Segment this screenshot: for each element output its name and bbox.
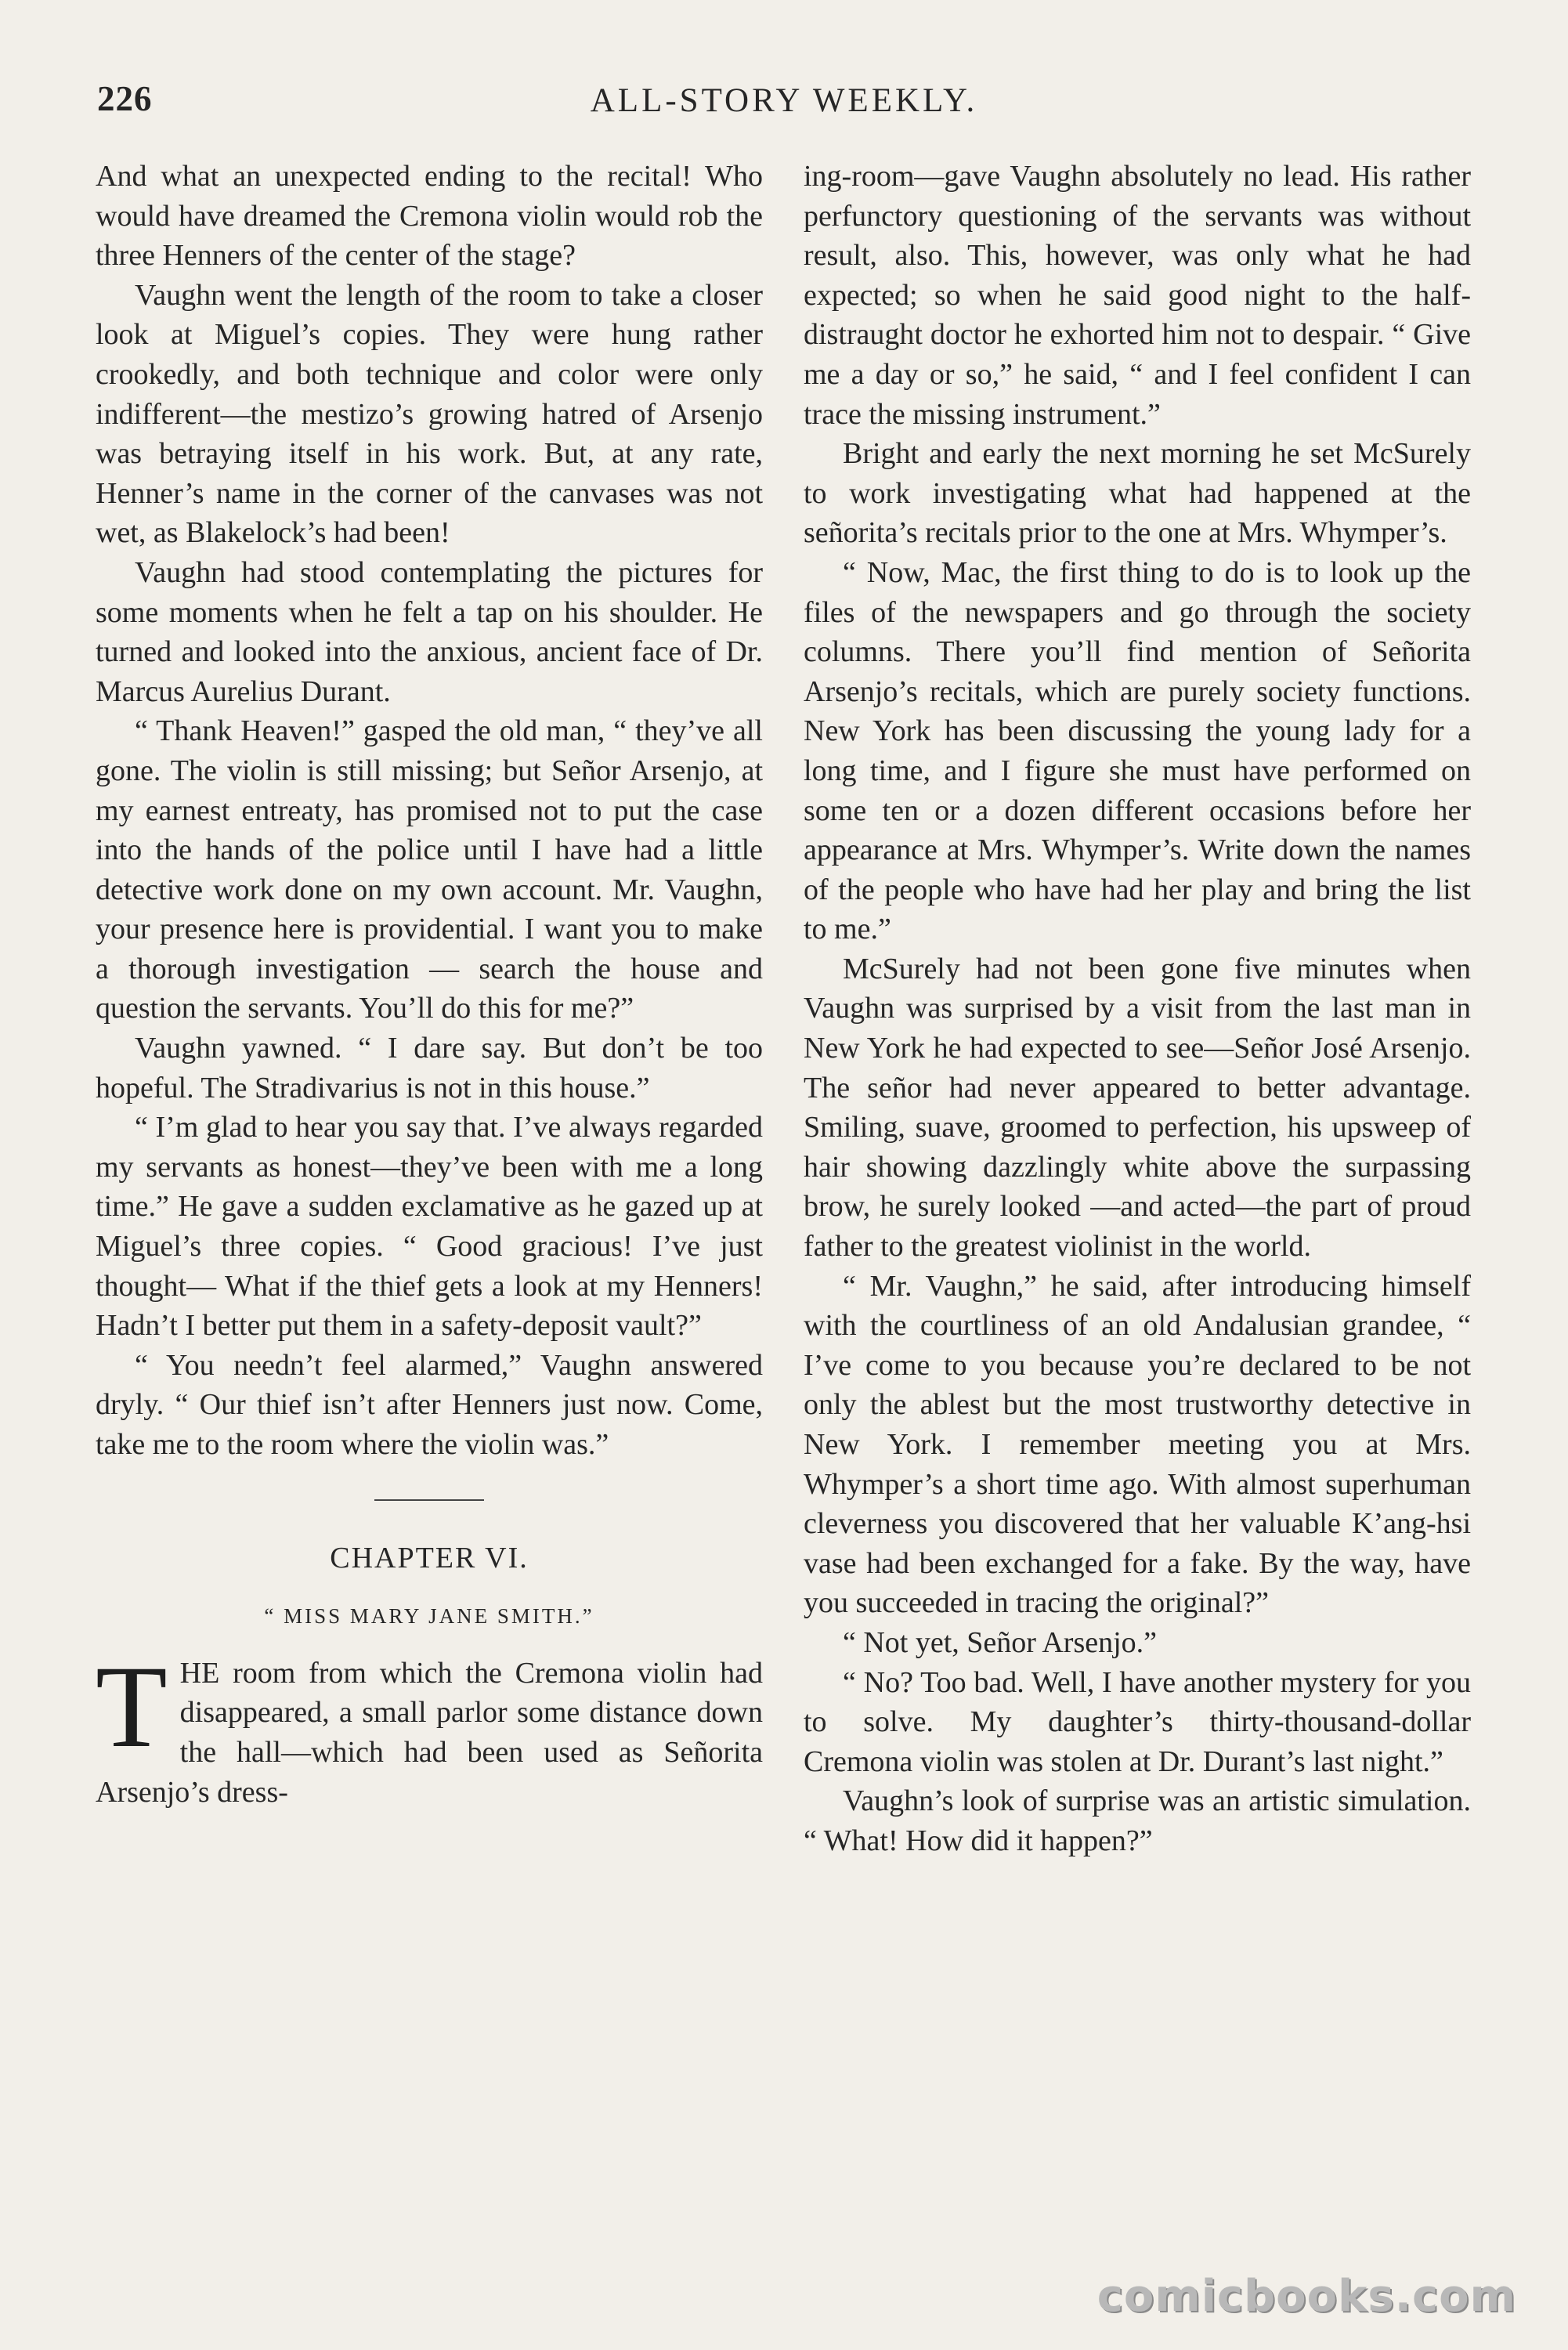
page-number: 226 (97, 79, 153, 118)
chapter-opening-paragraph (96, 1641, 763, 1812)
paragraph: ing-room—gave Vaughn absolutely no lead. His rather perfunctory questioning of the servants was without result, also. This, however, was only what he had expected; so when he said good night to the half-distraught doctor he exhorted him not to despair. “ Give me a day or so,” he said, “ and I feel confident I can trace the missing instrument.” (804, 160, 1471, 431)
paragraph: “ No? Too bad. Well, I have another mystery for you to solve. My daughter’s thirty-thousand-dollar Cremona violin was stolen at Dr. Durant’s last night.” (804, 1665, 1471, 1778)
paragraph: Vaughn yawned. “ I dare say. But don’t be too hopeful. The Stradivarius is not in this house.” (96, 1032, 763, 1104)
paragraph: Vaughn had stood contemplating the pictures for some moments when he felt a tap on his shoulder. He turned and looked into the anxious, ancient face of Dr. Marcus Aurelius Durant. (96, 555, 763, 708)
paragraph: “ You needn’t feel alarmed,” Vaughn answered dryly. “ Our thief isn’t after Henners just now. Come, take me to the room where the violin was.” (96, 1348, 763, 1461)
paragraph: “ I’m glad to hear you say that. I’ve always regarded my servants as honest—they’ve been with me a long time.” He gave a sudden exclamative as he gazed up at Miguel’s three copies. “ Good gracious! I’ve just thought— What if the thief gets a look at my Henners! Hadn’t I better put them in a safety-deposit vault?” (96, 1111, 763, 1343)
chapter-subtitle: “ MISS MARY JANE SMITH.” (264, 1604, 594, 1629)
paragraph: And what an unexpected ending to the recital! Who would have dreamed the Cremona violin would rob the three Henners of the center of the stage? (96, 160, 763, 273)
paragraph: “ Now, Mac, the first thing to do is to look up the files of the newspapers and go through the society columns. There you’ll find mention of Señorita Arsenjo’s recitals, which are purely society functions. New York has been discussing the young lady for a long time, and I figure she must have performed on some ten or a dozen different occasions before her appearance at Mrs. Whymper’s. Write down the names of the people who have had her play and bring the list to me.” (804, 555, 1471, 946)
right-column (804, 157, 1471, 1861)
running-head: ALL-STORY WEEKLY. (590, 82, 978, 119)
section-divider (374, 1499, 484, 1501)
chapter-opening-text: HE room from which the Cremona violin had disappeared, a small parlor some distance down the hall—which had been used as Señorita Arsenjo’s dress- (96, 1656, 763, 1809)
paragraph: McSurely had not been gone five minutes when Vaughn was surprised by a visit from the last man in New York he had expected to see—Señor José Arsenjo. The señor had never appeared to better advantage. Smiling, suave, groomed to perfection, his upsweep of hair showing dazzlingly white above the surpassing brow, he surely looked —and acted—the part of proud father to the greatest violinist in the world. (804, 952, 1471, 1264)
paragraph: Bright and early the next morning he set McSurely to work investigating what had happened at the señorita’s recitals prior to the one at Mrs. Whymper’s. (804, 437, 1471, 550)
paragraph: “ Mr. Vaughn,” he said, after introducing himself with the courtliness of an old Andalusian grandee, “ I’ve come to you because you’re declared to be not only the ablest but the most trustworthy detective in New York. I remember meeting you at Mrs. Whymper’s a short time ago. With almost superhuman cleverness you discovered that her valuable K’ang-hsi vase had been exchanged for a fake. By the way, have you succeeded in tracing the original?” (804, 1269, 1471, 1620)
paragraph: Vaughn went the length of the room to take a closer look at Miguel’s copies. They were hung rather crookedly, and both technique and color were only indifferent—the mestizo’s growing hatred of Arsenjo was betraying itself in his work. But, at any rate, Henner’s name in the corner of the canvases was not wet, as Blakelock’s had been! (96, 278, 763, 550)
chapter-title: CHAPTER VI. (330, 1541, 529, 1574)
paragraph: “ Thank Heaven!” gasped the old man, “ they’ve all gone. The violin is still missing; but Señor Arsenjo, at my earnest entreaty, has promised not to put the case into the hands of the police until I have had a little detective work done on my own account. Mr. Vaughn, your presence here is providential. I want you to make a thorough investigation — search the house and question the servants. You’ll do this for me?” (96, 714, 763, 1025)
paragraph: Vaughn’s look of surprise was an artistic simulation. “ What! How did it happen?” (804, 1784, 1471, 1857)
paragraph: “ Not yet, Señor Arsenjo.” (843, 1625, 1158, 1659)
left-column (96, 157, 763, 1812)
drop-cap: T (96, 1641, 168, 1772)
watermark: comicbooks.com (1097, 2271, 1516, 2322)
